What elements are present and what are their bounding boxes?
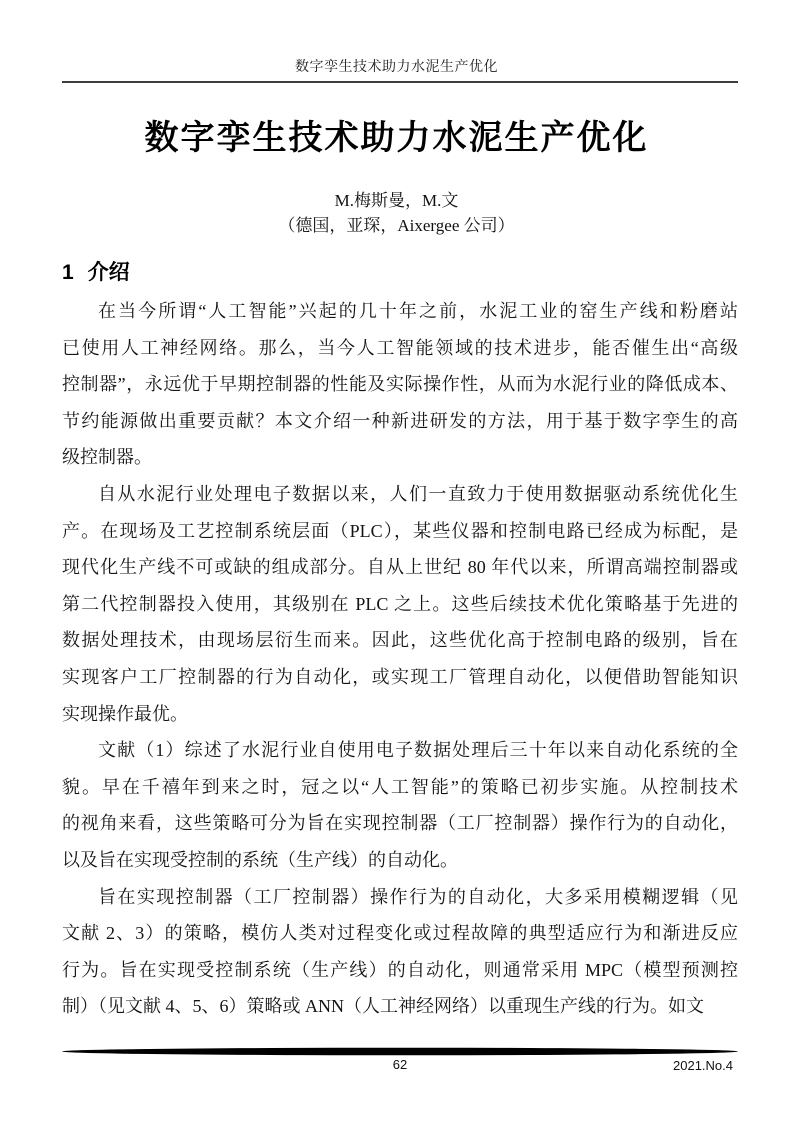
header-rule — [62, 81, 738, 83]
text-line: 自从水泥行业处理电子数据以来，人们一直致力于使用数据驱动系统优化生 — [98, 483, 738, 504]
section-title: 介绍 — [87, 261, 130, 284]
authors-line: M.梅斯曼，M.文 — [334, 191, 459, 210]
text-line: 第二代控制器投入使用，其级别在 PLC 之上。这些后续技术优化策略基于先进的 — [62, 593, 738, 614]
text-line: 的视角来看，这些策略可分为旨在实现控制器（工厂控制器）操作行为的自动化， — [62, 813, 738, 834]
text-line: 节约能源做出重要贡献？本文介绍一种新进研发的方法，用于基于数字孪生的高 — [62, 410, 738, 431]
text-line: 貌。早在千禧年到来之时，冠之以“人工智能”的策略已初步实施。从控制技术 — [62, 776, 738, 797]
text-line: 级控制器。 — [62, 447, 152, 468]
running-header-title: 数字孪生技术助力水泥生产优化 — [295, 60, 498, 75]
text-line: 实现操作最优。 — [62, 703, 188, 724]
text-line: 现代化生产线不可或缺的组成部分。自从上世纪 80 年代以来，所谓高端控制器或 — [62, 557, 738, 578]
affiliation-line: （德国，亚琛，Aixergee 公司） — [278, 216, 515, 235]
issue-label: 2021.No.4 — [673, 1058, 733, 1073]
text-line: 控制器”，永远优于早期控制器的性能及实际操作性，从而为水泥行业的降低成本、 — [62, 374, 738, 395]
text-line: 文献（1）综述了水泥行业自使用电子数据处理后三十年以来自动化系统的全 — [98, 740, 738, 761]
text-line: 文献 2、3）的策略，模仿人类对过程变化或过程故障的典型适应行为和渐进反应 — [62, 923, 738, 944]
paragraph — [62, 293, 738, 476]
text-line: 实现客户工厂控制器的行为自动化，或实现工厂管理自动化，以便借助智能知识 — [62, 666, 738, 687]
section-number: 1 — [62, 261, 74, 284]
text-line: 产。在现场及工艺控制系统层面（PLC），某些仪器和控制电路已经成为标配，是 — [62, 520, 738, 541]
text-line: 以及旨在实现受控制的系统（生产线）的自动化。 — [62, 849, 458, 870]
text-line: 已使用人工神经网络。那么，当今人工智能领域的技术进步，能否催生出“高级 — [62, 337, 738, 358]
footer-divider-bar — [62, 1047, 738, 1056]
paragraph — [62, 879, 738, 1025]
paragraph — [62, 732, 738, 878]
section-heading — [62, 258, 738, 288]
page-number: 62 — [392, 1057, 408, 1072]
text-line: 数据处理技术，由现场层衍生而来。因此，这些优化高于控制电路的级别，旨在 — [62, 630, 738, 651]
body-paragraphs — [62, 293, 738, 1025]
paragraph — [62, 476, 738, 732]
text-line: 制）（见文献 4、5、6）策略或 ANN（人工神经网络）以重现生产线的行为。如文 — [62, 996, 704, 1017]
footer — [62, 1057, 738, 1077]
text-line: 行为。旨在实现受控制系统（生产线）的自动化，则通常采用 MPC（模型预测控 — [62, 959, 738, 980]
document-title: 数字孪生技术助力水泥生产优化 — [144, 119, 649, 157]
text-line: 在当今所谓“人工智能”兴起的几十年之前，水泥工业的窑生产线和粉磨站 — [98, 301, 738, 321]
text-line: 旨在实现控制器（工厂控制器）操作行为的自动化，大多采用模糊逻辑（见 — [98, 886, 738, 907]
